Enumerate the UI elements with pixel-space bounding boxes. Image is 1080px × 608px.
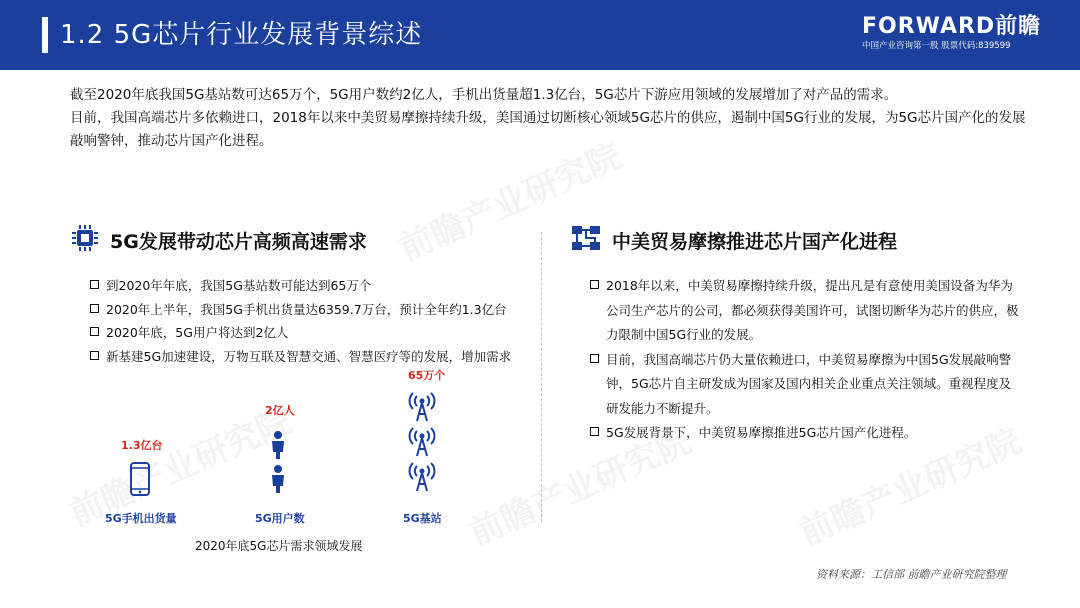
circuit-icon xyxy=(570,223,602,257)
base-station-value: 65万个 xyxy=(408,369,446,382)
base-station-label: 5G基站 xyxy=(403,512,442,525)
list-item: 2020年底，5G用户将达到2亿人 xyxy=(90,321,530,345)
figure-caption: 2020年底5G芯片需求领域发展 xyxy=(195,539,363,553)
list-item: 目前，我国高端芯片仍大量依赖进口，中美贸易摩擦为中国5G发展敲响警钟，5G芯片自主研发成为国家及国内相关企业重点关注领域。重视程度及研发能力不断提升。 xyxy=(590,348,1020,422)
header-band xyxy=(0,0,1080,70)
checkbox-square-icon xyxy=(590,354,599,363)
right-bullet-list xyxy=(590,274,1020,446)
signal-tower-icon xyxy=(408,392,436,426)
list-item: 5G发展背景下，中美贸易摩擦推进5G芯片国产化进程。 xyxy=(590,421,1020,446)
brand-name: FORWARD前瞻 xyxy=(862,14,1042,39)
user-count-value: 2亿人 xyxy=(265,404,295,417)
section-divider xyxy=(541,232,542,522)
list-item: 2020年上半年，我国5G手机出货量达6359.7万台，预计全年约1.3亿台 xyxy=(90,298,530,322)
phone-shipment-label: 5G手机出货量 xyxy=(105,512,177,525)
left-section-heading xyxy=(70,222,367,258)
checkbox-square-icon xyxy=(90,351,99,360)
signal-tower-icon xyxy=(408,427,436,461)
checkbox-square-icon xyxy=(590,427,599,436)
title-accent-bar xyxy=(42,17,48,53)
checkbox-square-icon xyxy=(590,280,599,289)
left-section-title: 5G发展带动芯片高频高速需求 xyxy=(110,230,367,253)
intro-paragraph-2: 目前，我国高端芯片多依赖进口，2018年以来中美贸易摩擦持续升级，美国通过切断核心领域5G芯片的供应，遏制中国5G行业的发展，为5G芯片国产化的发展敲响警钟，推动芯片国产化进程。 xyxy=(70,110,1026,149)
checkbox-square-icon xyxy=(90,327,99,336)
intro-text xyxy=(70,84,1030,153)
user-count-label: 5G用户数 xyxy=(255,512,305,525)
right-section-title: 中美贸易摩擦推进芯片国产化进程 xyxy=(612,230,898,253)
person-icon xyxy=(268,430,288,464)
phone-icon xyxy=(127,462,153,500)
checkbox-square-icon xyxy=(90,304,99,313)
chip-icon xyxy=(70,223,100,257)
intro-paragraph-1: 截至2020年底我国5G基站数可达65万个，5G用户数约2亿人，手机出货量超1.3亿台，5G芯片下游应用领域的发展增加了对产品的需求。 xyxy=(70,87,898,103)
list-item: 2018年以来，中美贸易摩擦持续升级，提出凡是有意使用美国设备为华为公司生产芯片的公司，都必须获得美国许可，试图切断华为芯片的供应，极力限制中国5G行业的发展。 xyxy=(590,274,1020,348)
brand-subtitle: 中国产业咨询第一股 股票代码:839599 xyxy=(862,41,1011,51)
brand-logo xyxy=(862,14,1062,52)
person-icon xyxy=(268,464,288,498)
list-item: 新基建5G加速建设，万物互联及智慧交通、智慧医疗等的发展，增加需求 xyxy=(90,345,530,369)
phone-shipment-value: 1.3亿台 xyxy=(121,439,163,452)
left-bullet-list xyxy=(90,274,530,368)
list-item: 到2020年年底，我国5G基站数可能达到65万个 xyxy=(90,274,530,298)
checkbox-square-icon xyxy=(90,280,99,289)
signal-tower-icon xyxy=(408,462,436,496)
page-title: 1.2 5G芯片行业发展背景综述 xyxy=(60,20,423,50)
source-note: 资料来源：工信部 前瞻产业研究院整理 xyxy=(816,568,1007,581)
right-section-heading xyxy=(570,222,897,258)
